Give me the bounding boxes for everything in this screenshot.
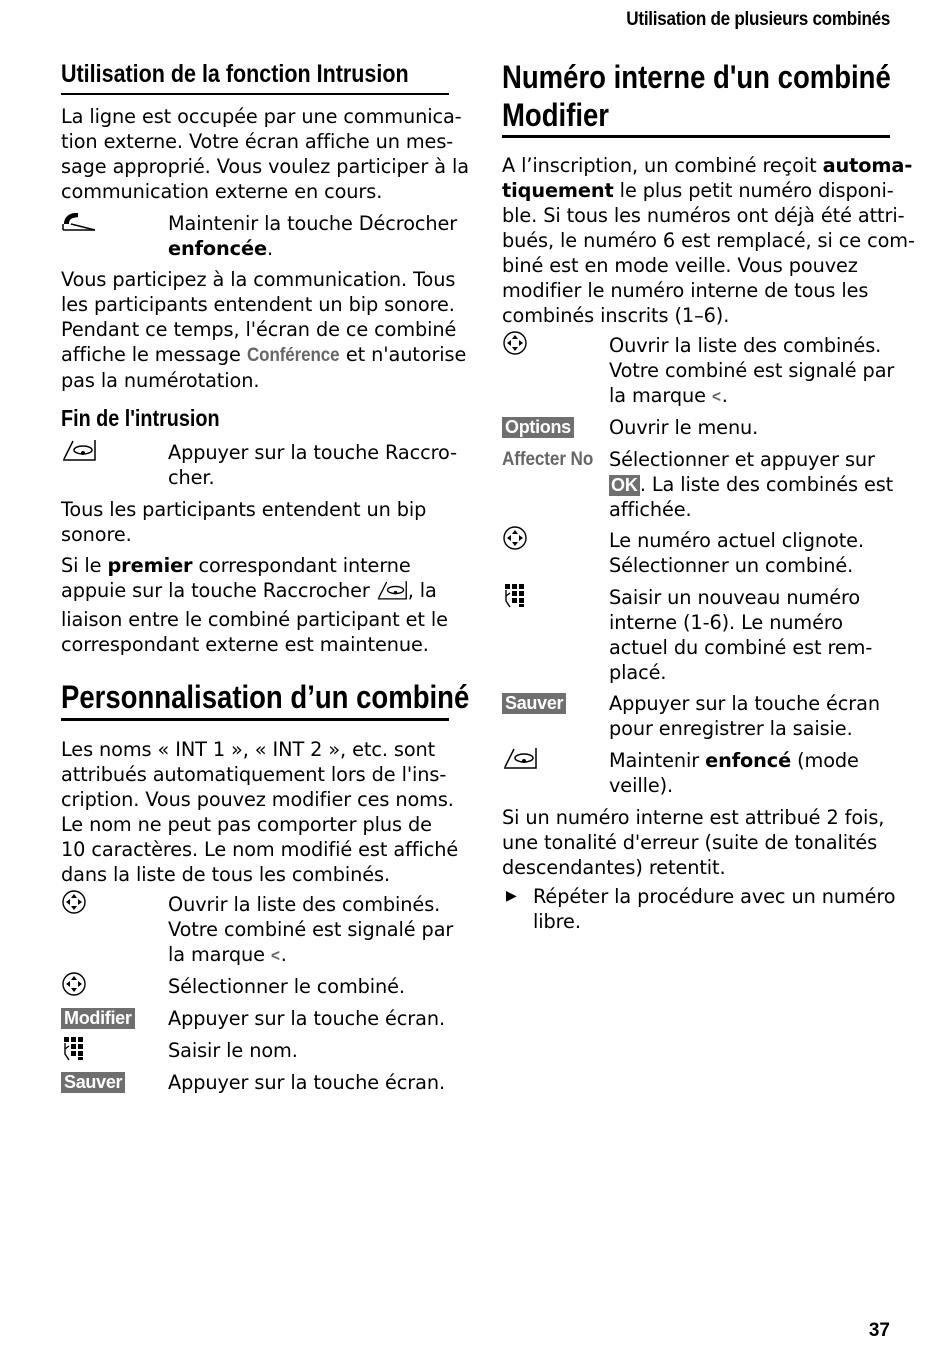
nav-key-icon [61, 971, 87, 1003]
intrusion-intro: La ligne est occupée par une communica- tion externe. Votre écran affiche un mes- sage approprié. Vous voulez participer à la communication externe en cours. [61, 105, 469, 203]
keypad-icon [61, 1035, 89, 1067]
section-rule [502, 135, 890, 138]
personalize-step-save: Sauver Appuyer sur la touche écran. [61, 1070, 449, 1095]
keypad-icon [502, 582, 530, 614]
display-text-conference: Conférence [246, 345, 340, 366]
running-header: Utilisation de plusieurs combinés [626, 9, 890, 30]
sauver-softkey[interactable]: Sauver [61, 1072, 125, 1093]
internal-number-outro: Si un numéro interne est attribué 2 fois, une tonalité d'erreur (suite de tonalités descendantes) retentit. [502, 806, 885, 879]
internal-step-options: Options Ouvrir le menu. [502, 415, 890, 440]
bullet-arrow-icon: ▶ [506, 888, 517, 904]
internal-step-save: Sauver Appuyer sur la touche écran pour enregistrer la saisie. [502, 691, 890, 741]
end-call-icon [502, 746, 538, 776]
end-intrusion-para2: Si le premier correspondant interne appuie sur la touche Raccrocher , la liaison entre le combiné participant et le correspondant externe est maintenue. [61, 554, 448, 656]
end-call-icon [376, 579, 408, 607]
intrusion-para2: Vous participez à la communication. Tous les participants entendent un bip sonore. Pendant ce temps, l'écran de ce combiné affiche le message Conférence et n'autorise pas la numérotation. [61, 268, 467, 392]
subheading-end-intrusion: Fin de l'intrusion [61, 405, 220, 431]
end-intrusion-step: Appuyer sur la touche Raccro- cher. [61, 440, 449, 490]
personalize-step-enter-name: Saisir le nom. [61, 1038, 449, 1063]
internal-step-idle: Maintenir enfoncé (mode veille). [502, 748, 890, 798]
modifier-softkey[interactable]: Modifier [61, 1008, 135, 1029]
page-number: 37 [868, 1320, 890, 1341]
section-title-intrusion: Utilisation de la fonction Intrusion [61, 60, 409, 88]
internal-number-intro: A l’inscription, un combiné reçoit automa- tiquement le plus petit numéro disponi- ble. Si tous les numéros ont déjà été attri- bués, le numéro 6 est remplacé, si ce com- biné est en mode veille. Vous pouvez modifier le numéro interne de tous les combinés inscrits (1–6). [502, 154, 915, 327]
section-subtitle-modify: Modifier [502, 97, 610, 133]
internal-step-open-list: Ouvrir la liste des combinés. Votre combiné est signalé par la marque <. [502, 333, 890, 409]
section-rule [61, 718, 449, 721]
options-softkey[interactable]: Options [502, 417, 574, 438]
personalize-step-modify: Modifier Appuyer sur la touche écran. [61, 1006, 449, 1031]
nav-key-icon [502, 525, 528, 557]
end-intrusion-para1: Tous les participants entendent un bip sonore. [61, 498, 427, 546]
section-personalize [61, 678, 470, 721]
internal-step-assign: Affecter No Sélectionner et appuyer sur OK . La liste des combinés est affichée. [502, 448, 894, 521]
internal-step-select: Le numéro actuel clignote. Sélectionner un combiné. [502, 528, 890, 578]
section-internal-number [502, 58, 890, 138]
section-title-personalize: Personnalisation d’un combiné [61, 679, 470, 715]
end-call-icon [61, 438, 97, 468]
internal-step-enter-number: Saisir un nouveau numéro interne (1-6). Le numéro actuel du combiné est rem- placé. [502, 585, 890, 685]
current-handset-mark: < [270, 946, 280, 965]
sauver-softkey[interactable]: Sauver [502, 693, 566, 714]
section-rule [61, 93, 449, 95]
current-handset-mark: < [711, 387, 721, 406]
personalize-step-select: Sélectionner le combiné. [61, 974, 449, 999]
nav-key-icon [502, 330, 528, 362]
menu-item-affecter-no[interactable]: Affecter No [502, 449, 594, 470]
personalize-step-open-list: Ouvrir la liste des combinés. Votre combiné est signalé par la marque <. [61, 892, 449, 968]
intrusion-step-offhook: Maintenir la touche Décrocher enfoncée. [61, 211, 449, 261]
personalize-intro: Les noms « INT 1 », « INT 2 », etc. sont attribués automatiquement lors de l'ins- cription. Vous pouvez modifier ces noms. Le nom ne peut pas comporter plus de 10 caractères. Le nom modifié est affiché dans la liste de tous les combinés. [61, 738, 459, 886]
section-intrusion [61, 60, 449, 95]
off-hook-icon [61, 210, 97, 238]
nav-key-icon [61, 889, 87, 921]
ok-softkey[interactable]: OK [611, 475, 638, 495]
instruction-bullet: ▶ Répéter la procédure avec un numéro libre. [502, 884, 890, 934]
section-title-internal-number: Numéro interne d'un combiné [502, 59, 891, 95]
